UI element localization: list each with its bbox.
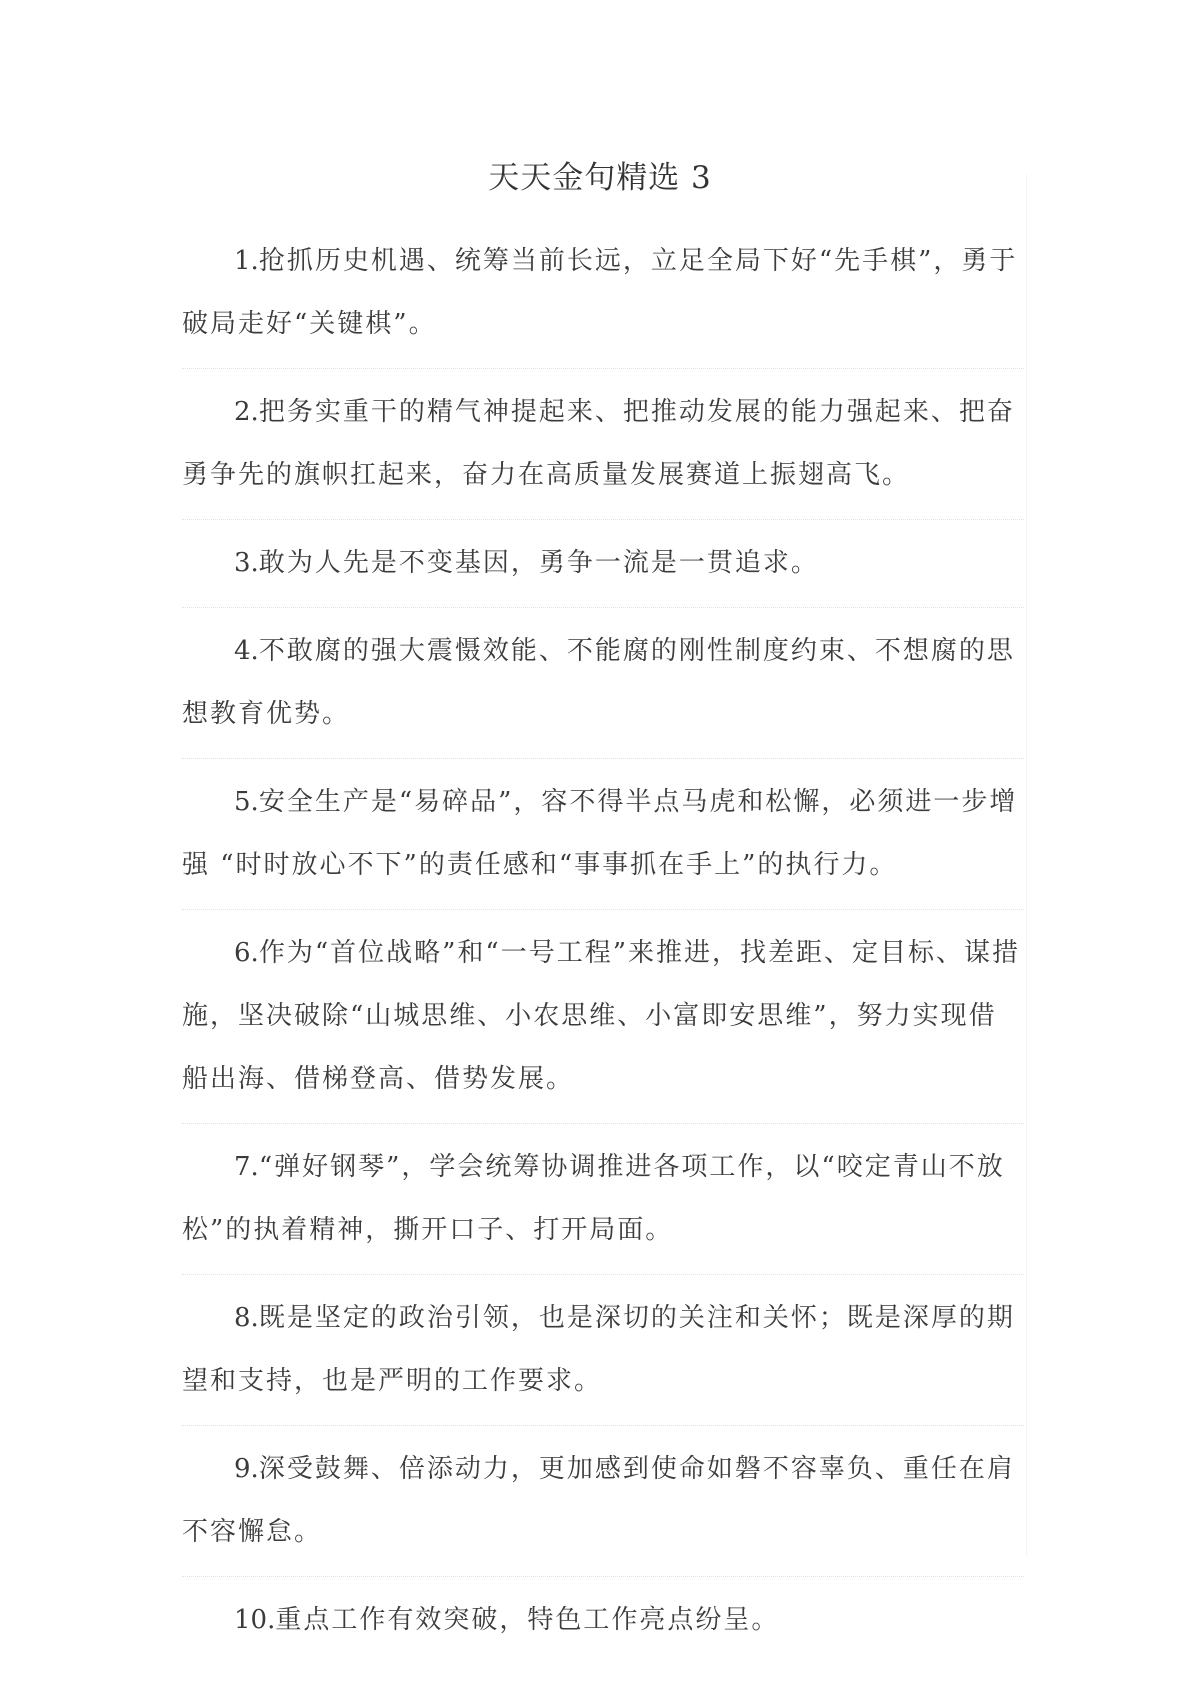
item-number: 4. — [234, 636, 259, 666]
item-text: 把务实重干的精气神提起来、把推动发展的能力强起来、把奋勇争先的旗帜扛起来，奋力在高质量发展赛道上振翅高飞。 — [182, 397, 1015, 490]
list-item — [182, 620, 1024, 759]
item-number: 7. — [234, 1152, 259, 1182]
list-item — [182, 922, 1024, 1124]
list-item — [182, 771, 1024, 910]
item-text: “弹好钢琴”，学会统筹协调推进各项工作，以“咬定青山不放松”的执着精神，撕开口子、打开局面。 — [182, 1152, 1005, 1245]
item-number: 8. — [234, 1303, 259, 1333]
list-item — [182, 1136, 1024, 1275]
item-text: 既是坚定的政治引领，也是深切的关注和关怀；既是深厚的期望和支持，也是严明的工作要求。 — [182, 1303, 1015, 1396]
item-number: 10. — [234, 1605, 276, 1635]
item-number: 5. — [234, 787, 259, 817]
item-text: 不敢腐的强大震慑效能、不能腐的刚性制度约束、不想腐的思想教育优势。 — [182, 636, 1015, 729]
item-number: 6. — [234, 938, 259, 968]
item-number: 9. — [234, 1454, 259, 1484]
list-item — [182, 1287, 1024, 1426]
list-item — [182, 532, 1024, 608]
list-item — [182, 381, 1024, 520]
item-text: 安全生产是“易碎品”，容不得半点马虎和松懈，必须进一步增强 “时时放心不下”的责任感和“事事抓在手上”的执行力。 — [182, 787, 1018, 880]
list-item — [182, 230, 1024, 369]
page-title: 天天金句精选 3 — [488, 160, 712, 196]
list-item — [182, 1438, 1024, 1577]
item-text: 作为“首位战略”和“一号工程”来推进，找差距、定目标、谋措施，坚决破除“山城思维、小农思维、小富即安思维”，努力实现借船出海、借梯登高、借势发展。 — [182, 938, 1020, 1094]
item-text: 深受鼓舞、倍添动力，更加感到使命如磐不容辜负、重任在肩不容懈怠。 — [182, 1454, 1015, 1547]
item-text: 敢为人先是不变基因，勇争一流是一贯追求。 — [258, 548, 819, 578]
item-text: 抢抓历史机遇、统筹当前长远，立足全局下好“先手棋”，勇于破局走好“关键棋”。 — [182, 246, 1018, 339]
item-text: 重点工作有效突破，特色工作亮点纷呈。 — [275, 1605, 780, 1635]
margin-divider — [1026, 175, 1027, 1555]
item-number: 1. — [234, 246, 259, 276]
list-item — [182, 1589, 1024, 1664]
item-number: 2. — [234, 397, 259, 427]
item-number: 3. — [234, 548, 259, 578]
quote-list — [182, 230, 1024, 1676]
